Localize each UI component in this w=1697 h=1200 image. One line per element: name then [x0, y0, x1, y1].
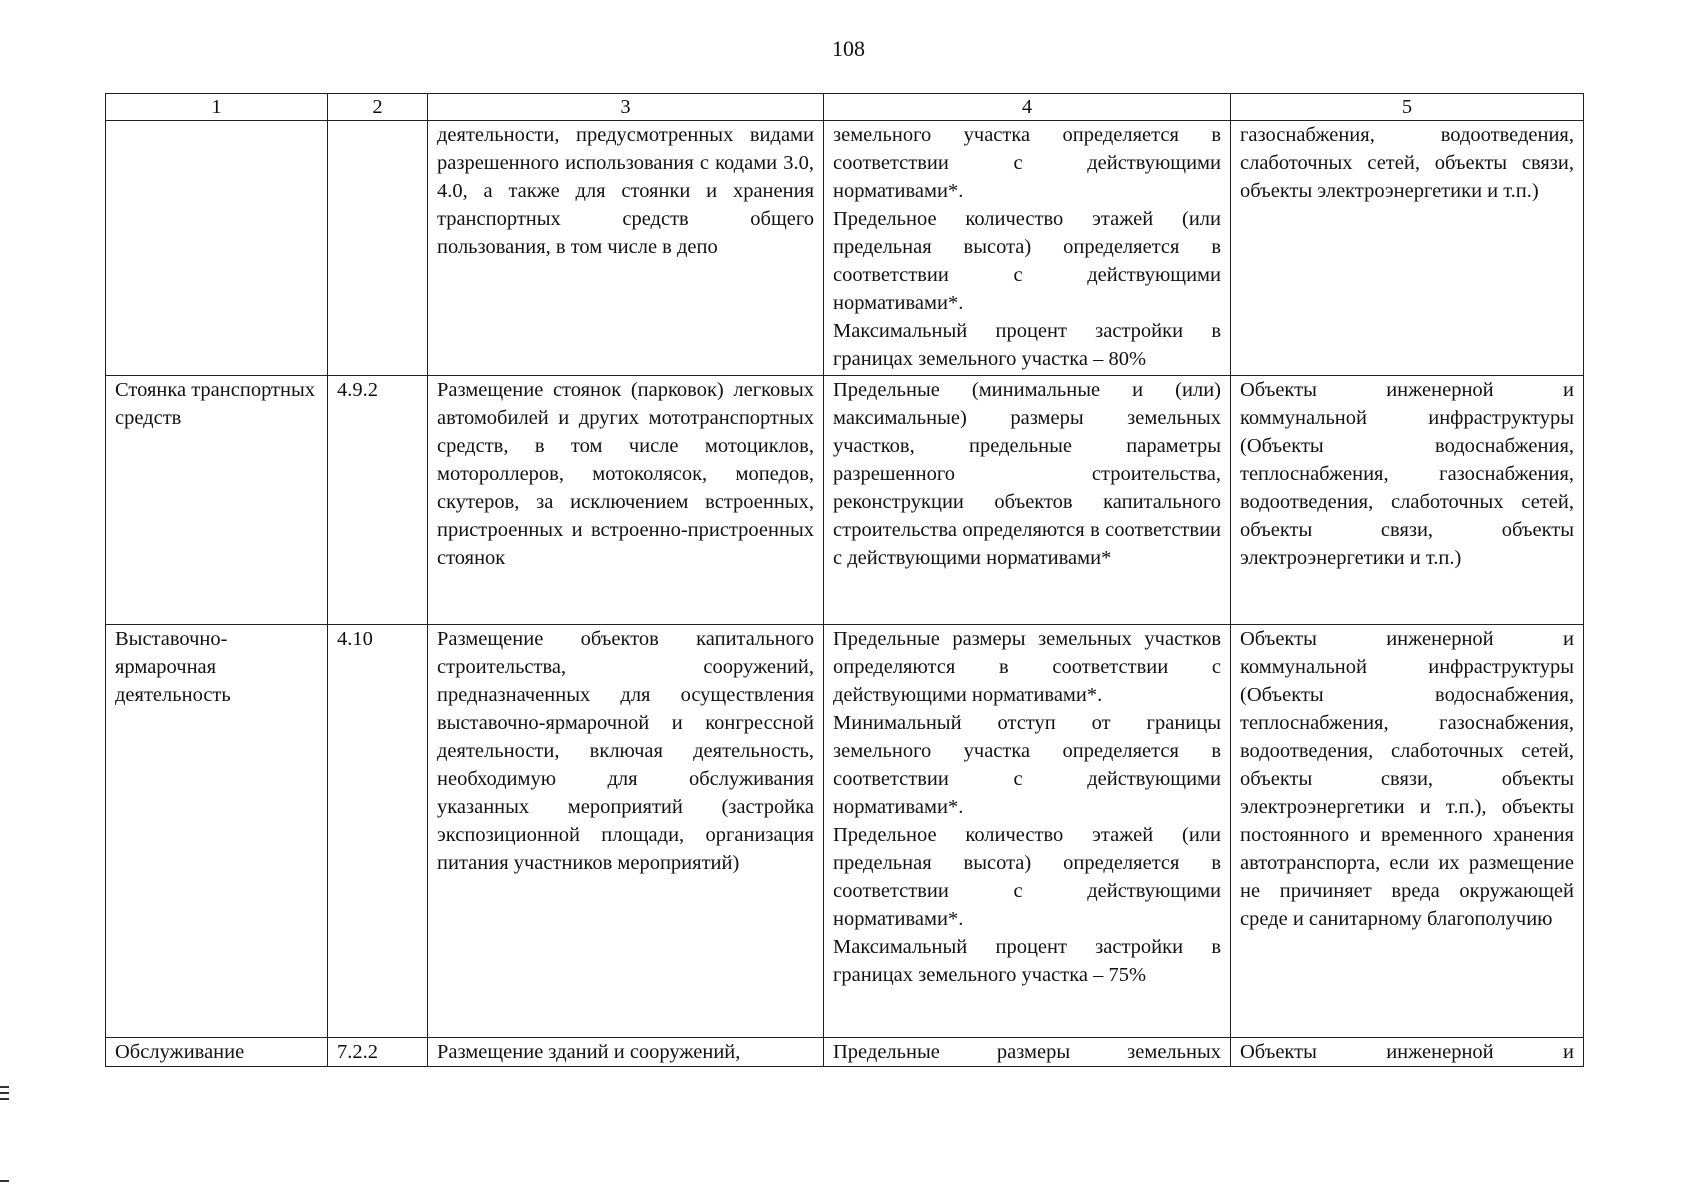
- use-code-cell: 4.10: [328, 625, 428, 1038]
- column-header-2: 2: [328, 94, 428, 121]
- parameter-text: Максимальный процент застройки в границах земельного участка – 80%: [833, 320, 1221, 370]
- column-header-5: 5: [1231, 94, 1584, 121]
- parameter-text: Максимальный процент застройки в границах земельного участка – 75%: [833, 936, 1221, 986]
- table-row: [106, 121, 1584, 376]
- parameter-text: Минимальный отступ от границы земельного участка определяется в соответствии с действующими нормативами*.: [833, 712, 1221, 818]
- header-row: [106, 94, 1584, 121]
- scan-margin-mark: [0, 1098, 9, 1100]
- use-description-cell: Размещение зданий и сооружений,: [428, 1038, 824, 1067]
- parameter-text: Предельное количество этажей (или предельная высота) определяется в соответствии с действующими нормативами*.: [833, 208, 1221, 314]
- parameters-cell: [824, 625, 1231, 1038]
- parameters-cell: [824, 121, 1231, 376]
- use-name-cell: Стоянка транспортных средств: [106, 376, 328, 625]
- zoning-table: [105, 93, 1584, 1067]
- column-header-3: 3: [428, 94, 824, 121]
- scan-margin-mark: [0, 1180, 9, 1182]
- table-body: [106, 121, 1584, 1067]
- use-name-cell: Выставочно-ярмарочная деятельность: [106, 625, 328, 1038]
- parameter-text: Предельные размеры земельных: [833, 1041, 1221, 1063]
- column-header-4: 4: [824, 94, 1231, 121]
- column-header-1: 1: [106, 94, 328, 121]
- use-code-cell: 7.2.2: [328, 1038, 428, 1067]
- scan-margin-mark: [0, 1092, 9, 1094]
- parameters-cell: [824, 1038, 1231, 1067]
- use-code-cell: 4.9.2: [328, 376, 428, 625]
- parameter-text: Предельные (минимальные и (или) максимальные) размеры земельных участков, предельные параметры разрешенного строительства, реконструкции объектов капитального строительства определяются в соответствии с действующими нормативами*: [833, 379, 1221, 569]
- table-row: [106, 625, 1584, 1038]
- auxiliary-objects-cell: Объекты инженерной и: [1231, 1038, 1584, 1067]
- page-number: 108: [832, 36, 865, 61]
- table-row: [106, 376, 1584, 625]
- parameter-text: Предельные размеры земельных участков определяются в соответствии с действующими нормативами*.: [833, 628, 1221, 706]
- table-row: [106, 1038, 1584, 1067]
- auxiliary-objects-cell: Объекты инженерной и коммунальной инфраструктуры (Объекты водоснабжения, теплоснабжения, газоснабжения, водоотведения, слаботочных сетей, объекты связи, объекты электроэнергетики и т.п.): [1231, 376, 1584, 625]
- use-name-cell: Обслуживание: [106, 1038, 328, 1067]
- parameter-text: Предельное количество этажей (или предельная высота) определяется в соответствии с действующими нормативами*.: [833, 824, 1221, 930]
- scan-margin-mark: [0, 1086, 9, 1088]
- use-description-cell: Размещение объектов капитального строительства, сооружений, предназначенных для осуществления выставочно-ярмарочной и конгрессной деятельности, включая деятельность, необходимую для обслуживания указанных мероприятий (застройка экспозиционной площади, организация питания участников мероприятий): [428, 625, 824, 1038]
- use-name-cell: [106, 121, 328, 376]
- parameters-cell: [824, 376, 1231, 625]
- parameter-text: земельного участка определяется в соответствии с действующими нормативами*.: [833, 124, 1221, 202]
- use-description-cell: деятельности, предусмотренных видами разрешенного использования с кодами 3.0, 4.0, а также для стоянки и хранения транспортных средств общего пользования, в том числе в депо: [428, 121, 824, 376]
- auxiliary-objects-cell: Объекты инженерной и коммунальной инфраструктуры (Объекты водоснабжения, теплоснабжения, газоснабжения, водоотведения, слаботочных сетей, объекты связи, объекты электроэнергетики и т.п.), объекты постоянного и временного хранения автотранспорта, если их размещение не причиняет вреда окружающей среде и санитарному благополучию: [1231, 625, 1584, 1038]
- use-code-cell: [328, 121, 428, 376]
- auxiliary-objects-cell: газоснабжения, водоотведения, слаботочных сетей, объекты связи, объекты электроэнергетики и т.п.): [1231, 121, 1584, 376]
- use-description-cell: Размещение стоянок (парковок) легковых автомобилей и других мототранспортных средств, в том числе мотоциклов, мотороллеров, мотоколясок, мопедов, скутеров, за исключением встроенных, пристроенных и встроенно-пристроенных стоянок: [428, 376, 824, 625]
- table-header: [106, 94, 1584, 121]
